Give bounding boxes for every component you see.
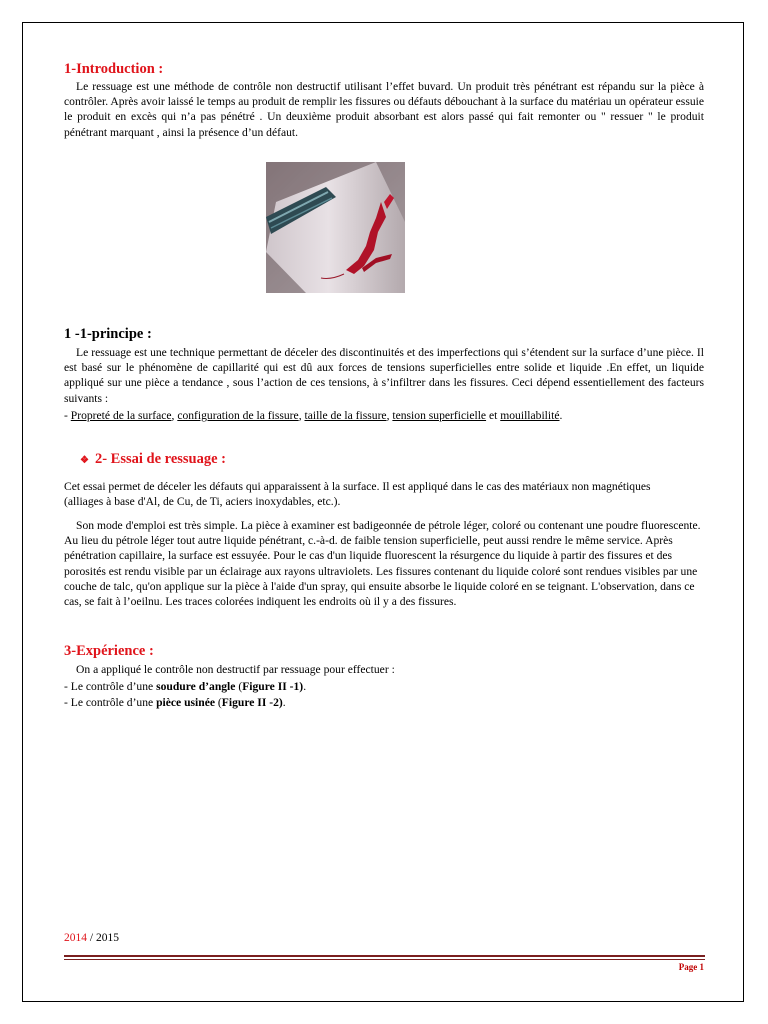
footer-rule-thin xyxy=(64,959,705,960)
figure-ref-2: Figure II -2) xyxy=(221,696,283,709)
soudure-angle: soudure d’angle xyxy=(156,680,236,693)
factors-prefix: - xyxy=(64,409,71,422)
intro-paragraph: Le ressuage est une méthode de contrôle non destructif utilisant l’effet buvard. Un produit très pénétrant est répandu sur la pièce à contrôler. Après avoir laissé le temps au produit de remplir les fissures ou défauts débouchant à la surface du matériau un opérateur essuie le produit en excès qui n’a pas pénétré . Un deuxième produit absorbant est alors passé qui fait remonter ou " ressuer " le produit pénétrant marquant , ainsi la présence d’un défaut. xyxy=(64,80,704,139)
experience-heading: 3-Expérience : xyxy=(64,643,154,659)
piece-usinee: pièce usinée xyxy=(156,696,216,709)
factor-separator: , xyxy=(386,409,393,422)
year-end: / 2015 xyxy=(87,932,119,944)
footer-rule xyxy=(64,955,705,957)
experience-item-2 xyxy=(64,695,704,710)
principe-paragraph: Le ressuage est une technique permettant de déceler des discontinuités et des imperfections qui s’étendent sur la surface d’une pièce. Il est basé sur le phénomène de capillarité qui est dû aux forces de tensions superficielles entre solide et liquide .En effet, un liquide appliqué sur une pièce a tendance , sous l’action de ces tensions, à s’infiltrer dans les fissures. Ceci dépend essentiellement des facteurs suivants : xyxy=(64,346,704,405)
factor-mouillabilite: mouillabilité xyxy=(500,409,560,422)
principe-heading: 1 -1-principe : xyxy=(64,326,152,342)
item-end: . xyxy=(282,696,286,709)
essai-paragraph-1: Cet essai permet de déceler les défauts qui apparaissent à la surface. Il est appliqué dans le cas des matériaux non magnétiques (alliages à base d'Al, de Cu, de Ti, aciers inoxydables, etc.). xyxy=(64,480,651,509)
experience-item-1 xyxy=(64,679,704,694)
footer-year xyxy=(64,932,119,944)
ressuage-photo xyxy=(266,162,405,293)
page-number: Page 1 xyxy=(678,962,704,972)
essai-heading xyxy=(80,451,226,468)
item-prefix: - Le contrôle d’une xyxy=(64,680,157,693)
factor-configuration: configuration de la fissure xyxy=(177,409,299,422)
item-end: . xyxy=(303,680,307,693)
intro-heading: 1-Introduction : xyxy=(64,61,164,77)
factor-tension: tension superficielle xyxy=(392,409,487,422)
year-start: 2014 xyxy=(64,932,87,944)
item-paren: ( xyxy=(235,680,243,693)
experience-intro: On a appliqué le contrôle non destructif par ressuage pour effectuer : xyxy=(76,663,395,676)
essai-paragraph-2: Son mode d'emploi est très simple. La pièce à examiner est badigeonnée de pétrole léger, coloré ou contenant une poudre fluorescente. Au lieu du pétrole léger tout autre liquide pénétrant, c.-à-d. de faible tension superficielle, peut aussi rendre le même service. Après pénétration capillaire, la surface est essuyée. Pour le cas d'un liquide fluorescent la résurgence du liquide à partir des fissures et des porosités est rendu visible par un éclairage aux rayons ultraviolets. Les fissures contenant du liquide coloré sont rendues visibles par une couche de talc, qu'on applique sur la pièce à l'aide d'un spray, qui ensuite absorbe le liquide coloré en se teignant. L'observation, dans ce cas, se fait à l’oeilnu. Les traces colorées indiquent les endroits où il y a des fissures. xyxy=(64,519,701,609)
item-paren: ( xyxy=(215,696,222,709)
factor-taille: taille de la fissure xyxy=(304,409,387,422)
diamond-bullet-icon: ❖ xyxy=(80,455,89,466)
factor-separator: et xyxy=(486,409,501,422)
figure-ref-1: Figure II -1) xyxy=(242,680,304,693)
factor-proprete: Propreté de la surface xyxy=(70,409,172,422)
factor-separator: , xyxy=(171,409,178,422)
factor-end: . xyxy=(559,409,563,422)
essai-title: 2- Essai de ressuage : xyxy=(94,451,227,467)
principe-factors xyxy=(64,408,704,423)
factor-separator: , xyxy=(298,409,305,422)
item-prefix: - Le contrôle d’une xyxy=(64,696,157,709)
